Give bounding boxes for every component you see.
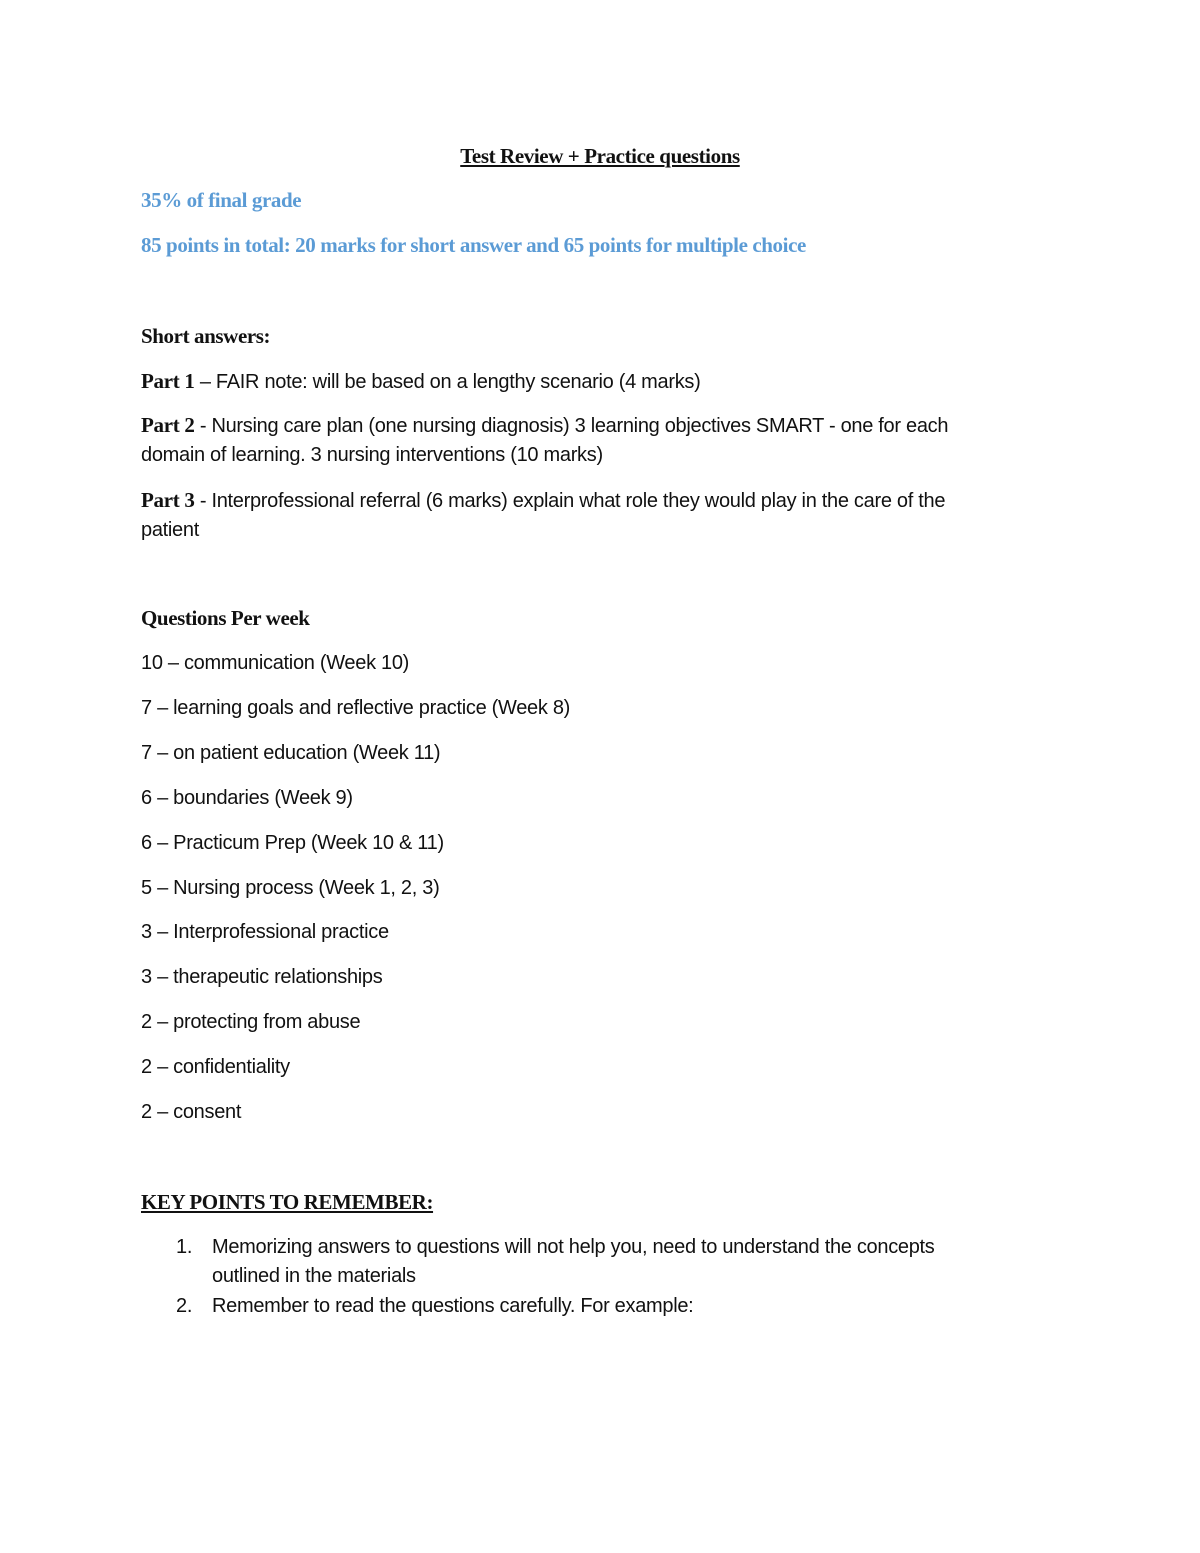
list-number: 1.: [176, 1236, 193, 1258]
question-count-item: 2 – confidentiality: [141, 1056, 290, 1079]
question-count-item: 3 – therapeutic relationships: [141, 966, 383, 989]
short-answers-heading: Short answers:: [141, 324, 271, 348]
part-label: Part 3: [141, 488, 195, 512]
part-label: Part 2: [141, 413, 195, 437]
question-count-item: 10 – communication (Week 10): [141, 652, 410, 674]
part-3: [141, 486, 945, 515]
part-text: - Nursing care plan (one nursing diagnosis) 3 learning objectives SMART - one for each: [194, 415, 949, 437]
part-text: - Interprofessional referral (6 marks) explain what role they would play in the care of the: [194, 490, 946, 512]
question-count-item: 2 – consent: [141, 1101, 242, 1123]
key-point-2-line1: Remember to read the questions carefully. For example:: [212, 1295, 694, 1317]
key-point-1-line2: outlined in the materials: [212, 1265, 416, 1287]
question-count-item: 6 – boundaries (Week 9): [141, 786, 353, 809]
page-title: Test Review + Practice questions: [460, 144, 740, 168]
question-count-item: 7 – on patient education (Week 11): [141, 741, 441, 764]
part-3-cont: patient: [141, 519, 199, 541]
question-count-item: 3 – Interprofessional practice: [141, 921, 389, 944]
list-number: 2.: [176, 1295, 193, 1317]
part-2-cont: domain of learning. 3 nursing interventions (10 marks): [141, 444, 603, 466]
part-1: [141, 367, 701, 396]
questions-heading: Questions Per week: [141, 606, 310, 630]
question-count-item: 7 – learning goals and reflective practice (Week 8): [141, 696, 571, 719]
key-points-heading: KEY POINTS TO REMEMBER:: [141, 1190, 434, 1214]
part-text: – FAIR note: will be based on a lengthy scenario (4 marks): [194, 371, 701, 393]
grade-weight: 35% of final grade: [141, 188, 302, 212]
question-count-item: 5 – Nursing process (Week 1, 2, 3): [141, 876, 440, 899]
part-2: [141, 411, 948, 440]
question-count-item: 6 – Practicum Prep (Week 10 & 11): [141, 831, 444, 854]
points-total: 85 points in total: 20 marks for short answer and 65 points for multiple choice: [141, 233, 806, 257]
part-label: Part 1: [141, 369, 195, 393]
key-point-1-line1: Memorizing answers to questions will not help you, need to understand the concepts: [212, 1236, 935, 1258]
question-count-item: 2 – protecting from abuse: [141, 1011, 361, 1034]
